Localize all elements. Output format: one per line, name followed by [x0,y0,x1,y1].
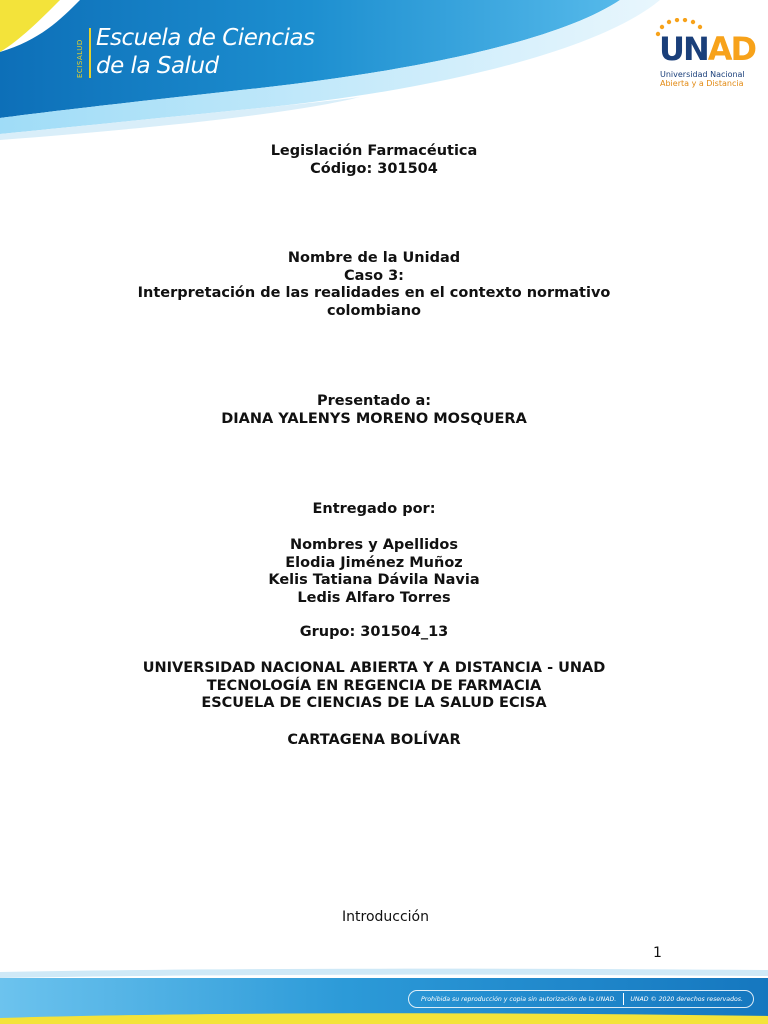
header-banner [0,0,768,140]
author-3: Ledis Alfaro Torres [297,589,451,606]
intro-heading: Introducción [342,909,429,925]
school-title [96,24,315,80]
footer-copyright: UNAD © 2020 derechos reservados. [630,995,743,1003]
city-block [100,732,648,750]
footer-notice [408,990,754,1008]
delivered-label-block [100,501,648,519]
program-name: TECNOLOGÍA EN REGENCIA DE FARMACIA [206,677,542,694]
names-label: Nombres y Apellidos [289,537,459,553]
group-label: Grupo: 301504_13 [299,624,449,640]
presented-block [100,393,648,428]
school-name: ESCUELA DE CIENCIAS DE LA SALUD ECISA [201,695,547,711]
logo-line1: Universidad Nacional [660,70,745,79]
page-number: 1 [653,945,662,961]
ecisalud-divider [89,28,91,78]
university-name: UNIVERSIDAD NACIONAL ABIERTA Y A DISTANCIA - UNAD [142,660,606,676]
school-title-line1: Escuela de Ciencias [96,25,315,51]
footer-separator [623,993,624,1005]
footer-notice-text: Prohibida su reproducción y copia sin autorización de la UNAD. [421,995,617,1003]
school-title-line2: de la Salud [96,53,219,79]
course-code: Código: 301504 [310,160,438,177]
course-block [100,143,648,178]
institution-block [80,660,668,713]
unad-logo [652,18,756,92]
city-name: CARTAGENA BOLÍVAR [287,732,461,748]
ecisalud-side-tag: ECISALUD [76,39,84,78]
group-block [100,624,648,642]
topic-line1: Interpretación de las realidades en el contexto normativo [137,285,611,301]
course-title: Legislación Farmacéutica [270,143,478,159]
case-label: Caso 3: [344,267,404,284]
author-1: Elodia Jiménez Muñoz [285,554,463,571]
delivered-by-label: Entregado por: [312,501,436,517]
author-2: Kelis Tatiana Dávila Navia [268,572,480,588]
unit-label: Nombre de la Unidad [287,250,461,266]
presented-to-label: Presentado a: [316,393,432,409]
logo-line2: Abierta y a Distancia [660,79,744,88]
presented-to-name: DIANA YALENYS MORENO MOSQUERA [221,410,527,427]
footer-banner [0,968,768,1024]
unit-block [100,250,648,320]
authors-block [100,537,648,607]
logo-wordmark: UNAD [659,30,756,68]
topic-line2: colombiano [326,302,422,319]
